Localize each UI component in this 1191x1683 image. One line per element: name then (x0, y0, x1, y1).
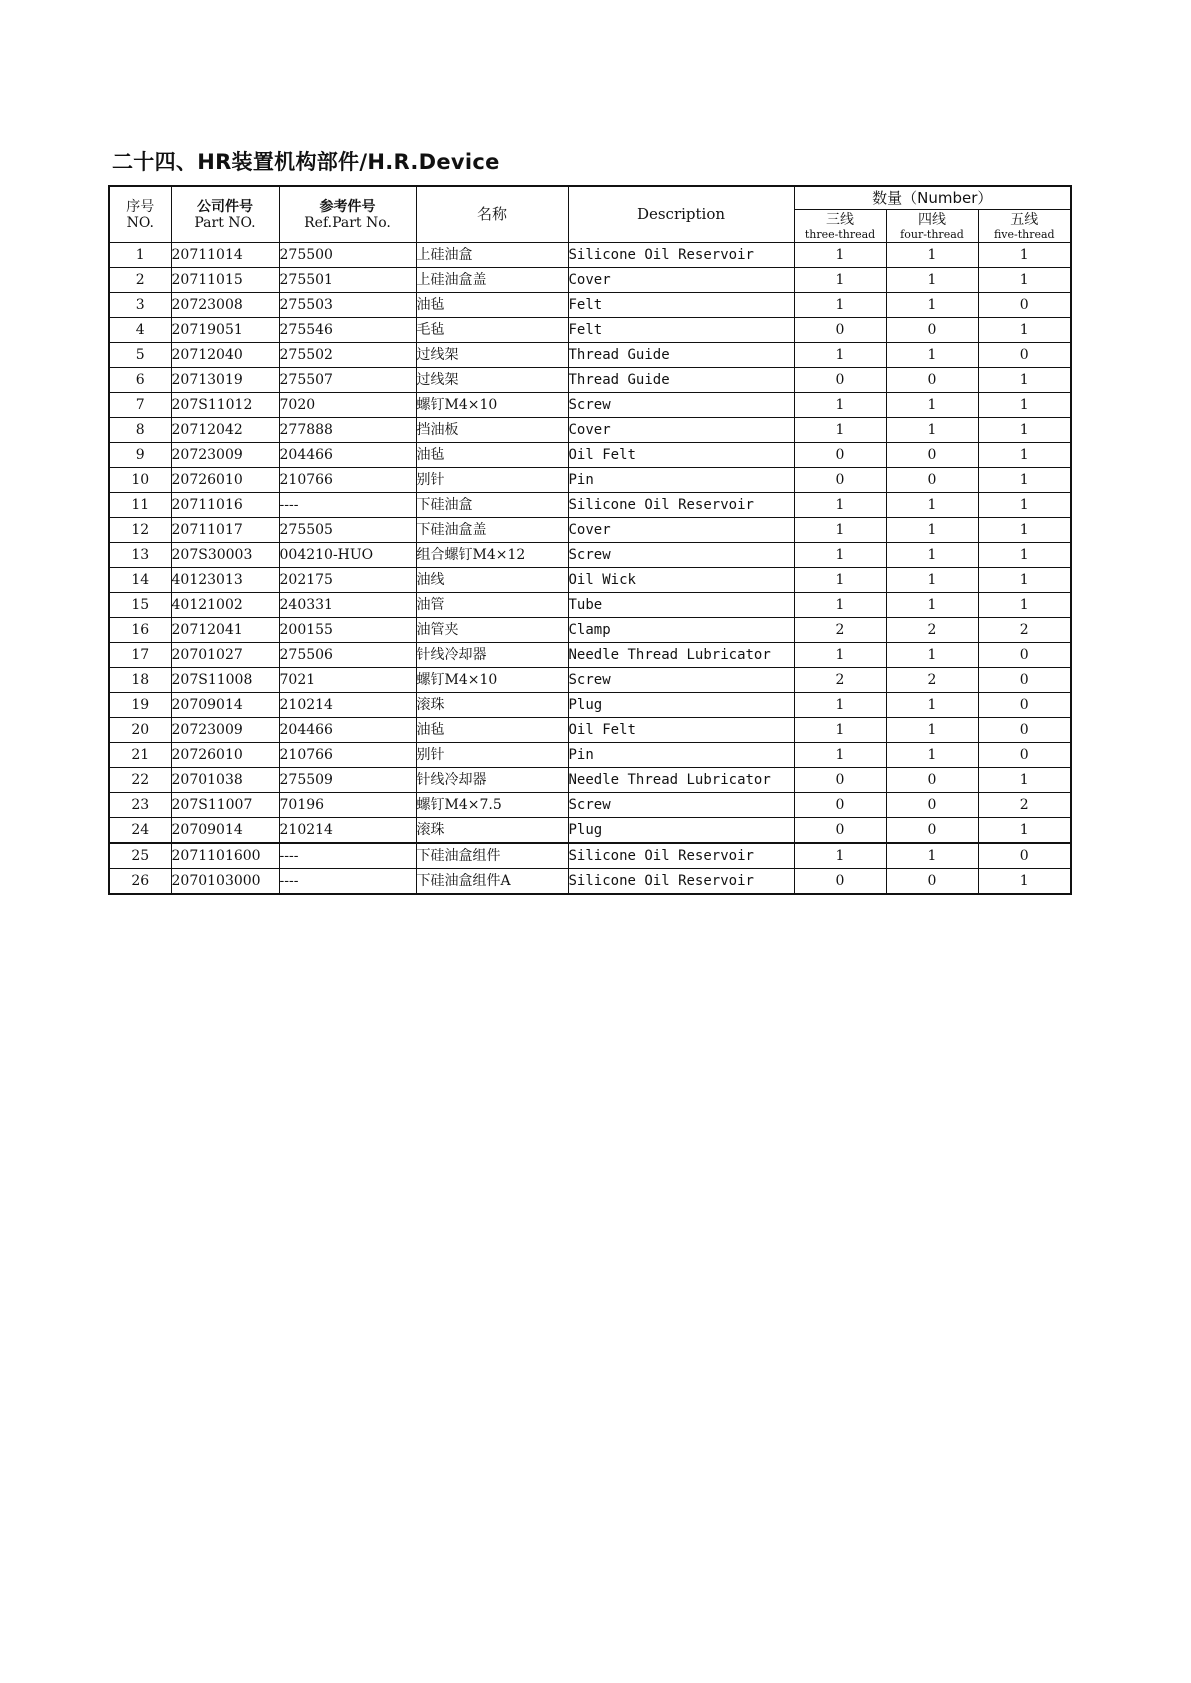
cell-qty-five: 0 (978, 643, 1071, 668)
cell-qty-three: 2 (794, 668, 886, 693)
cell-part-no: 20709014 (171, 693, 279, 718)
cell-qty-four: 0 (886, 443, 978, 468)
cell-qty-four: 1 (886, 743, 978, 768)
cell-description: Thread Guide (568, 368, 794, 393)
cell-description: Thread Guide (568, 343, 794, 368)
cell-qty-three: 1 (794, 643, 886, 668)
cell-qty-three: 1 (794, 593, 886, 618)
cell-qty-four: 0 (886, 318, 978, 343)
table-row (109, 243, 1071, 268)
cell-qty-four: 1 (886, 268, 978, 293)
cell-qty-five: 1 (978, 468, 1071, 493)
cell-name: 下硅油盒组件 (416, 843, 568, 869)
cell-no: 24 (109, 818, 171, 844)
cell-name: 油毡 (416, 443, 568, 468)
cell-part-no: 20701027 (171, 643, 279, 668)
cell-qty-five: 0 (978, 293, 1071, 318)
cell-ref-part-no: 202175 (279, 568, 416, 593)
cell-qty-four: 1 (886, 243, 978, 268)
cell-part-no: 20712040 (171, 343, 279, 368)
cell-ref-part-no: 204466 (279, 443, 416, 468)
cell-qty-four: 1 (886, 393, 978, 418)
table-row (109, 293, 1071, 318)
cell-qty-five: 1 (978, 518, 1071, 543)
cell-name: 螺钉M4×7.5 (416, 793, 568, 818)
table-row (109, 668, 1071, 693)
cell-no: 14 (109, 568, 171, 593)
cell-part-no: 20719051 (171, 318, 279, 343)
cell-qty-three: 1 (794, 268, 886, 293)
cell-description: Screw (568, 668, 794, 693)
cell-description: Screw (568, 793, 794, 818)
cell-description: Felt (568, 318, 794, 343)
table-row (109, 869, 1071, 895)
cell-name: 挡油板 (416, 418, 568, 443)
header-four-thread: 四线 four-thread (886, 210, 978, 243)
cell-qty-five: 1 (978, 418, 1071, 443)
cell-part-no: 207S30003 (171, 543, 279, 568)
cell-description: Cover (568, 518, 794, 543)
cell-qty-four: 0 (886, 368, 978, 393)
cell-description: Silicone Oil Reservoir (568, 843, 794, 869)
cell-name: 针线冷却器 (416, 768, 568, 793)
cell-qty-three: 1 (794, 718, 886, 743)
cell-no: 1 (109, 243, 171, 268)
cell-qty-three: 1 (794, 493, 886, 518)
cell-part-no: 20723009 (171, 443, 279, 468)
cell-no: 2 (109, 268, 171, 293)
cell-no: 26 (109, 869, 171, 895)
header-five-thread: 五线 five-thread (978, 210, 1071, 243)
cell-name: 油管夹 (416, 618, 568, 643)
cell-description: Screw (568, 393, 794, 418)
cell-ref-part-no: 275506 (279, 643, 416, 668)
cell-part-no: 20709014 (171, 818, 279, 844)
cell-qty-four: 0 (886, 768, 978, 793)
cell-qty-three: 1 (794, 343, 886, 368)
cell-ref-part-no: 275505 (279, 518, 416, 543)
cell-description: Silicone Oil Reservoir (568, 869, 794, 895)
table-row (109, 343, 1071, 368)
header-description: Description (568, 186, 794, 243)
cell-ref-part-no: 275509 (279, 768, 416, 793)
cell-part-no: 20723008 (171, 293, 279, 318)
cell-part-no: 20713019 (171, 368, 279, 393)
cell-part-no: 207S11012 (171, 393, 279, 418)
cell-qty-four: 1 (886, 643, 978, 668)
cell-qty-three: 1 (794, 543, 886, 568)
cell-qty-three: 1 (794, 518, 886, 543)
table-row (109, 318, 1071, 343)
table-row (109, 843, 1071, 869)
table-row (109, 543, 1071, 568)
cell-part-no: 207S11007 (171, 793, 279, 818)
cell-qty-three: 1 (794, 568, 886, 593)
cell-ref-part-no: 210214 (279, 693, 416, 718)
cell-qty-three: 0 (794, 869, 886, 895)
cell-name: 螺钉M4×10 (416, 668, 568, 693)
cell-name: 下硅油盒盖 (416, 518, 568, 543)
cell-qty-three: 0 (794, 468, 886, 493)
cell-qty-five: 1 (978, 568, 1071, 593)
cell-description: Oil Wick (568, 568, 794, 593)
header-part-no: 公司件号 Part NO. (171, 186, 279, 243)
cell-no: 25 (109, 843, 171, 869)
cell-no: 10 (109, 468, 171, 493)
cell-no: 17 (109, 643, 171, 668)
cell-name: 过线架 (416, 343, 568, 368)
cell-part-no: 20726010 (171, 468, 279, 493)
header-quantity: 数量（Number） (794, 186, 1071, 210)
cell-ref-part-no: 240331 (279, 593, 416, 618)
header-three-thread: 三线 three-thread (794, 210, 886, 243)
header-name: 名称 (416, 186, 568, 243)
cell-part-no: 2070103000 (171, 869, 279, 895)
cell-ref-part-no: 210766 (279, 743, 416, 768)
cell-no: 7 (109, 393, 171, 418)
parts-table (108, 185, 1072, 895)
cell-no: 6 (109, 368, 171, 393)
cell-qty-four: 1 (886, 843, 978, 869)
cell-name: 滚珠 (416, 693, 568, 718)
cell-ref-part-no: ---- (279, 843, 416, 869)
cell-qty-three: 0 (794, 368, 886, 393)
table-row (109, 418, 1071, 443)
cell-no: 15 (109, 593, 171, 618)
header-ref-part-no: 参考件号 Ref.Part No. (279, 186, 416, 243)
cell-description: Screw (568, 543, 794, 568)
cell-ref-part-no: 210214 (279, 818, 416, 844)
cell-name: 过线架 (416, 368, 568, 393)
cell-part-no: 2071101600 (171, 843, 279, 869)
cell-no: 18 (109, 668, 171, 693)
cell-description: Tube (568, 593, 794, 618)
cell-ref-part-no: 200155 (279, 618, 416, 643)
cell-part-no: 20711015 (171, 268, 279, 293)
cell-no: 19 (109, 693, 171, 718)
cell-qty-four: 2 (886, 618, 978, 643)
cell-no: 16 (109, 618, 171, 643)
cell-description: Pin (568, 743, 794, 768)
table-row (109, 593, 1071, 618)
cell-no: 13 (109, 543, 171, 568)
table-row (109, 393, 1071, 418)
cell-qty-three: 0 (794, 318, 886, 343)
cell-ref-part-no: ---- (279, 493, 416, 518)
cell-qty-five: 1 (978, 443, 1071, 468)
cell-name: 针线冷却器 (416, 643, 568, 668)
table-row (109, 268, 1071, 293)
cell-ref-part-no: 275507 (279, 368, 416, 393)
cell-ref-part-no: 7020 (279, 393, 416, 418)
cell-name: 毛毡 (416, 318, 568, 343)
cell-qty-five: 0 (978, 668, 1071, 693)
cell-name: 别针 (416, 468, 568, 493)
table-row (109, 743, 1071, 768)
cell-ref-part-no: 275500 (279, 243, 416, 268)
cell-qty-five: 1 (978, 368, 1071, 393)
cell-description: Cover (568, 268, 794, 293)
table-row (109, 368, 1071, 393)
cell-qty-four: 1 (886, 343, 978, 368)
cell-part-no: 20701038 (171, 768, 279, 793)
cell-qty-four: 0 (886, 818, 978, 844)
table-row (109, 768, 1071, 793)
table-row (109, 643, 1071, 668)
cell-part-no: 207S11008 (171, 668, 279, 693)
cell-description: Plug (568, 818, 794, 844)
cell-no: 20 (109, 718, 171, 743)
table-row (109, 818, 1071, 844)
cell-name: 油线 (416, 568, 568, 593)
cell-name: 下硅油盒 (416, 493, 568, 518)
cell-ref-part-no: 275503 (279, 293, 416, 318)
cell-name: 油管 (416, 593, 568, 618)
cell-qty-four: 0 (886, 869, 978, 895)
cell-ref-part-no: 204466 (279, 718, 416, 743)
cell-qty-four: 1 (886, 493, 978, 518)
cell-qty-three: 0 (794, 443, 886, 468)
cell-name: 别针 (416, 743, 568, 768)
cell-no: 9 (109, 443, 171, 468)
cell-part-no: 20711017 (171, 518, 279, 543)
cell-qty-five: 0 (978, 743, 1071, 768)
cell-no: 22 (109, 768, 171, 793)
cell-description: Silicone Oil Reservoir (568, 243, 794, 268)
cell-qty-three: 1 (794, 418, 886, 443)
cell-name: 上硅油盒盖 (416, 268, 568, 293)
cell-no: 11 (109, 493, 171, 518)
cell-qty-three: 1 (794, 843, 886, 869)
table-row (109, 443, 1071, 468)
cell-qty-three: 1 (794, 693, 886, 718)
cell-ref-part-no: 70196 (279, 793, 416, 818)
cell-description: Clamp (568, 618, 794, 643)
table-row (109, 468, 1071, 493)
cell-ref-part-no: 275501 (279, 268, 416, 293)
cell-qty-four: 1 (886, 418, 978, 443)
cell-description: Needle Thread Lubricator (568, 768, 794, 793)
header-no: 序号 NO. (109, 186, 171, 243)
cell-part-no: 40121002 (171, 593, 279, 618)
cell-qty-four: 0 (886, 468, 978, 493)
cell-name: 油毡 (416, 293, 568, 318)
cell-qty-five: 1 (978, 593, 1071, 618)
cell-part-no: 40123013 (171, 568, 279, 593)
cell-qty-four: 1 (886, 693, 978, 718)
table-row (109, 493, 1071, 518)
cell-qty-five: 1 (978, 393, 1071, 418)
cell-description: Pin (568, 468, 794, 493)
cell-name: 下硅油盒组件A (416, 869, 568, 895)
cell-description: Plug (568, 693, 794, 718)
cell-qty-four: 1 (886, 718, 978, 743)
cell-qty-five: 2 (978, 793, 1071, 818)
cell-no: 8 (109, 418, 171, 443)
cell-qty-four: 2 (886, 668, 978, 693)
cell-description: Silicone Oil Reservoir (568, 493, 794, 518)
cell-name: 油毡 (416, 718, 568, 743)
cell-name: 组合螺钉M4×12 (416, 543, 568, 568)
cell-qty-five: 0 (978, 843, 1071, 869)
table-row (109, 618, 1071, 643)
cell-description: Felt (568, 293, 794, 318)
cell-qty-five: 2 (978, 618, 1071, 643)
cell-ref-part-no: 277888 (279, 418, 416, 443)
cell-name: 滚珠 (416, 818, 568, 844)
cell-qty-five: 1 (978, 318, 1071, 343)
cell-qty-five: 1 (978, 268, 1071, 293)
cell-qty-three: 1 (794, 293, 886, 318)
cell-ref-part-no: 275502 (279, 343, 416, 368)
cell-ref-part-no: 275546 (279, 318, 416, 343)
cell-qty-five: 1 (978, 818, 1071, 844)
cell-qty-four: 1 (886, 518, 978, 543)
cell-qty-five: 1 (978, 243, 1071, 268)
cell-part-no: 20711016 (171, 493, 279, 518)
cell-part-no: 20711014 (171, 243, 279, 268)
cell-qty-five: 0 (978, 718, 1071, 743)
cell-ref-part-no: 210766 (279, 468, 416, 493)
cell-ref-part-no: ---- (279, 869, 416, 895)
cell-no: 5 (109, 343, 171, 368)
cell-qty-three: 1 (794, 393, 886, 418)
table-row (109, 793, 1071, 818)
table-row (109, 568, 1071, 593)
cell-qty-three: 1 (794, 743, 886, 768)
page-title: 二十四、HR装置机构部件/H.R.Device (112, 150, 500, 174)
cell-no: 3 (109, 293, 171, 318)
cell-description: Oil Felt (568, 443, 794, 468)
cell-description: Needle Thread Lubricator (568, 643, 794, 668)
cell-no: 12 (109, 518, 171, 543)
cell-qty-four: 1 (886, 593, 978, 618)
cell-no: 4 (109, 318, 171, 343)
cell-qty-three: 0 (794, 818, 886, 844)
cell-qty-four: 1 (886, 568, 978, 593)
cell-no: 23 (109, 793, 171, 818)
cell-part-no: 20712042 (171, 418, 279, 443)
table-row (109, 693, 1071, 718)
cell-qty-four: 1 (886, 293, 978, 318)
cell-name: 螺钉M4×10 (416, 393, 568, 418)
cell-ref-part-no: 004210-HUO (279, 543, 416, 568)
cell-qty-three: 0 (794, 793, 886, 818)
cell-qty-three: 2 (794, 618, 886, 643)
cell-qty-five: 1 (978, 543, 1071, 568)
cell-ref-part-no: 7021 (279, 668, 416, 693)
cell-part-no: 20726010 (171, 743, 279, 768)
cell-qty-five: 1 (978, 869, 1071, 895)
cell-qty-five: 0 (978, 343, 1071, 368)
cell-description: Cover (568, 418, 794, 443)
cell-qty-three: 1 (794, 243, 886, 268)
cell-qty-four: 1 (886, 543, 978, 568)
cell-part-no: 20723009 (171, 718, 279, 743)
cell-qty-three: 0 (794, 768, 886, 793)
cell-qty-five: 0 (978, 693, 1071, 718)
cell-qty-five: 1 (978, 493, 1071, 518)
cell-part-no: 20712041 (171, 618, 279, 643)
cell-qty-four: 0 (886, 793, 978, 818)
cell-qty-five: 1 (978, 768, 1071, 793)
table-row (109, 518, 1071, 543)
table-row (109, 718, 1071, 743)
cell-no: 21 (109, 743, 171, 768)
cell-name: 上硅油盒 (416, 243, 568, 268)
cell-description: Oil Felt (568, 718, 794, 743)
